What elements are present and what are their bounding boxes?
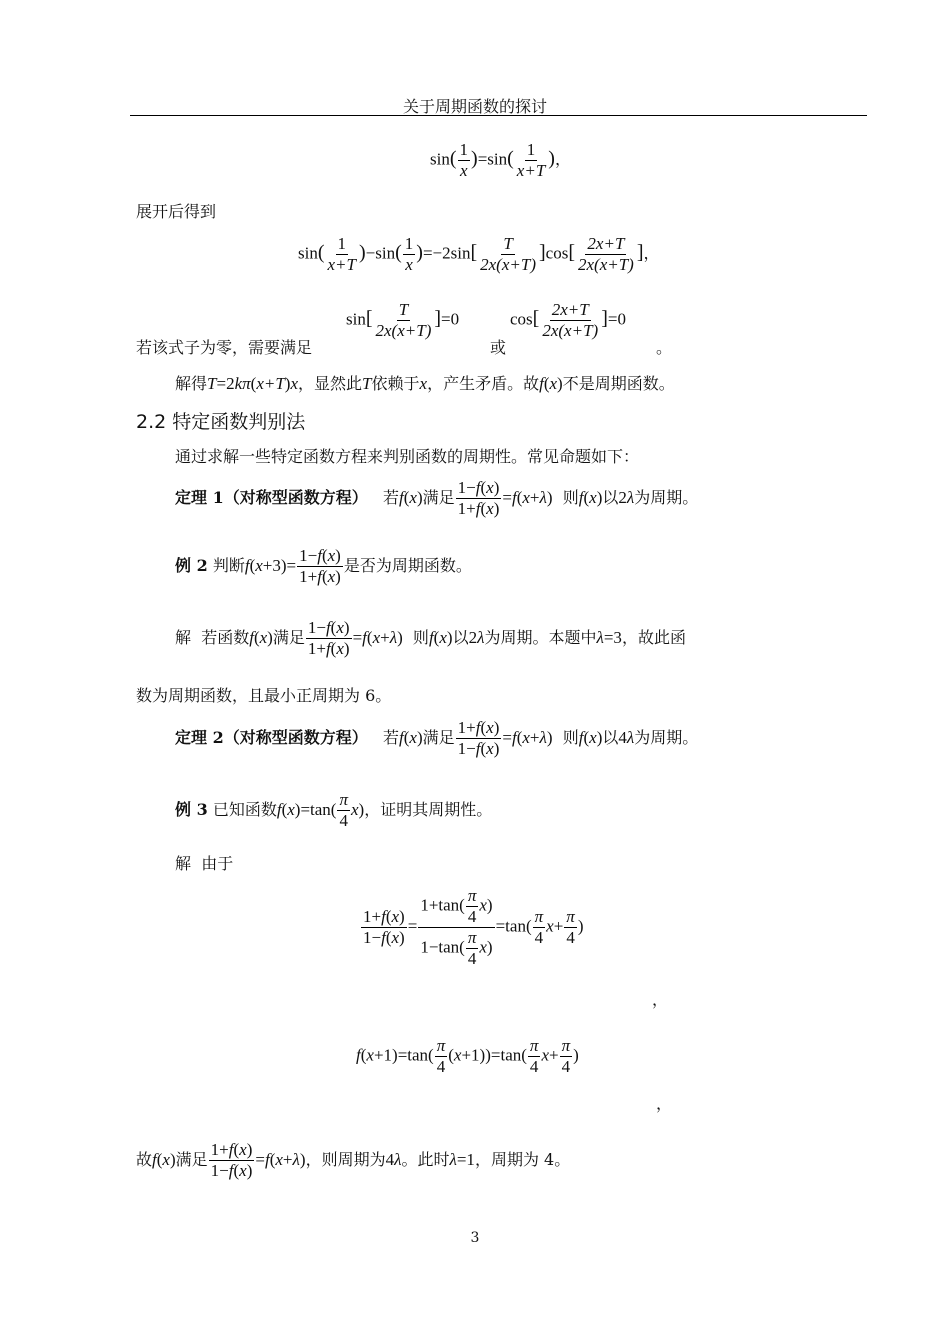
text-expand: 展开后得到 [136, 202, 217, 221]
solution-3: 解 由于 [175, 854, 234, 873]
text-need-satisfy: 若该式子为零，需要满足 [136, 338, 313, 357]
text-or: 或 [490, 338, 507, 357]
equation-shift: f(x+1)=tan( $\frac{\pi}{4}$ (x+1))=tan( $\frac{\pi}{4}$ x+ $\frac{\pi}{4}$ ) [356, 1036, 579, 1076]
section-heading: 2.2 特定函数判别法 [136, 411, 306, 433]
equation-cos-zero: cos[ $\frac{2x+T}{2x(x+T)}$ ]=0 [510, 300, 626, 340]
comma-2: ， [656, 1094, 673, 1113]
text-intro: 通过求解一些特定函数方程来判别函数的周期性。常见命题如下： [175, 447, 640, 466]
equation-sin-equal: sin( $\frac{1}{x}$ )=sin( $\frac{1}{x+T}$ )， [430, 140, 571, 180]
solution-2: 解 若函数f(x)满足 $\frac{1-f(x)}{1+f(x)}$ =f(x+λ) 则f(x)以2λ为周期。本题中λ=3，故此函 [175, 618, 686, 658]
solution-2-cont: 数为周期函数，且最小正周期为 6。 [136, 686, 392, 705]
equation-sin-zero: sin[ $\frac{T}{2x(x+T)}$ ]=0 [346, 300, 460, 340]
equation-sin-difference: sin( $\frac{1}{x+T}$ )−sin( $\frac{1}{x}$ )=−2sin[ $\frac{T}{2x(x+T)}$ ]cos[ $\frac{2x+T}{2x(x+T)}$ ]， [298, 234, 660, 274]
example-2: 例 2 判断f(x+3)= $\frac{1-f(x)}{1+f(x)}$ 是否为周期函数。 [175, 546, 472, 586]
theorem-2: 定理 2（对称型函数方程） 若f(x)满足 $\frac{1+f(x)}{1-f(x)}$ =f(x+λ) 则f(x)以4λ为周期。 [175, 718, 699, 758]
text-conclusion: 故f(x)满足 $\frac{1+f(x)}{1-f(x)}$ =f(x+λ)，则周期为4λ。此时λ=1，周期为 4。 [136, 1140, 571, 1180]
comma-1: ， [652, 990, 669, 1009]
header-rule [130, 115, 867, 116]
example-3: 例 3 已知函数f(x)=tan( $\frac{\pi}{4}$ x)，证明其周期性。 [175, 790, 493, 830]
text-solve: 解得T=2kπ(x+T)x，显然此T依赖于x，产生矛盾。故f(x)不是周期函数。 [175, 374, 675, 393]
text-period-end: 。 [656, 338, 673, 357]
page-number: 3 [470, 1230, 480, 1246]
equation-tan-ratio: $\frac{1+f(x)}{1-f(x)}$ = 1+tan( $\frac{\pi}{4}$ x) 1−tan( $\frac{\pi}{4}$ x) =tan( $\frac{\pi}{4}$ x+ $\frac{\pi}{4}$ ) [363, 886, 584, 968]
theorem-1: 定理 1（对称型函数方程） 若f(x)满足 $\frac{1-f(x)}{1+f(x)}$ =f(x+λ) 则f(x)以2λ为周期。 [175, 478, 699, 518]
page-header: 关于周期函数的探讨 [402, 97, 547, 116]
